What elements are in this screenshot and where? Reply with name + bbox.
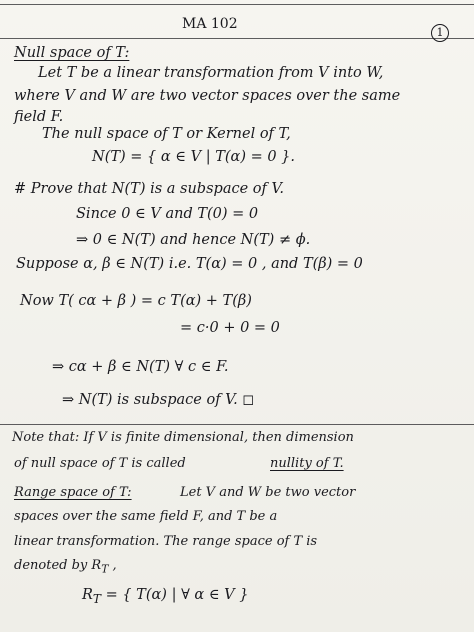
definition-range-space xyxy=(82,588,248,605)
text-fragment: denoted by R xyxy=(14,558,102,573)
proof-conclusion: ⇒ N(T) is subspace of V. ◻ xyxy=(62,392,255,408)
text-line: where V and W are two vector spaces over the same xyxy=(14,88,401,104)
text-line: linear transformation. The range space of T is xyxy=(14,534,318,549)
proof-line: ⇒ 0 ∈ N(T) and hence N(T) ≠ ϕ. xyxy=(76,232,311,248)
ruled-line xyxy=(0,4,474,5)
subscript: T xyxy=(92,591,101,606)
text-fragment: , xyxy=(108,558,117,573)
definition-null-space: N(T) = { α ∈ V | T(α) = 0 }. xyxy=(92,149,296,165)
text-line: The null space of T or Kernel of T, xyxy=(42,126,291,142)
proof-line: Suppose α, β ∈ N(T) i.e. T(α) = 0 , and T(β) = 0 xyxy=(16,256,363,272)
text-line: field F. xyxy=(14,109,64,125)
text-fragment: R xyxy=(82,587,93,603)
ruled-line xyxy=(0,38,474,39)
text-line xyxy=(14,559,117,575)
text-line: spaces over the same field F, and T be a xyxy=(14,509,278,524)
proof-line: Now T( cα + β ) = c T(α) + T(β) xyxy=(20,293,252,309)
text-line: Let V and W be two vector xyxy=(180,485,356,500)
note-line: Note that: If V is finite dimensional, then dimension xyxy=(12,430,354,445)
section-heading-null-space: Null space of T: xyxy=(14,45,130,61)
page-number-circle: 1 xyxy=(431,24,449,42)
proof-line: ⇒ cα + β ∈ N(T) ∀ c ∈ F. xyxy=(52,359,229,375)
text-fragment: = { T(α) | ∀ α ∈ V } xyxy=(100,587,249,603)
proof-line: Since 0 ∈ V and T(0) = 0 xyxy=(76,206,259,222)
nullity-term: nullity of T. xyxy=(270,456,344,471)
prove-statement: # Prove that N(T) is a subspace of V. xyxy=(14,181,285,197)
course-title: MA 102 xyxy=(182,16,238,32)
text-line: Let T be a linear transformation from V into W, xyxy=(38,65,384,81)
section-heading-range-space: Range space of T: xyxy=(14,485,132,500)
note-line: of null space of T is called xyxy=(14,456,186,471)
ruled-line xyxy=(0,424,474,425)
subscript: T xyxy=(101,562,109,576)
proof-line: = c·0 + 0 = 0 xyxy=(180,320,280,336)
